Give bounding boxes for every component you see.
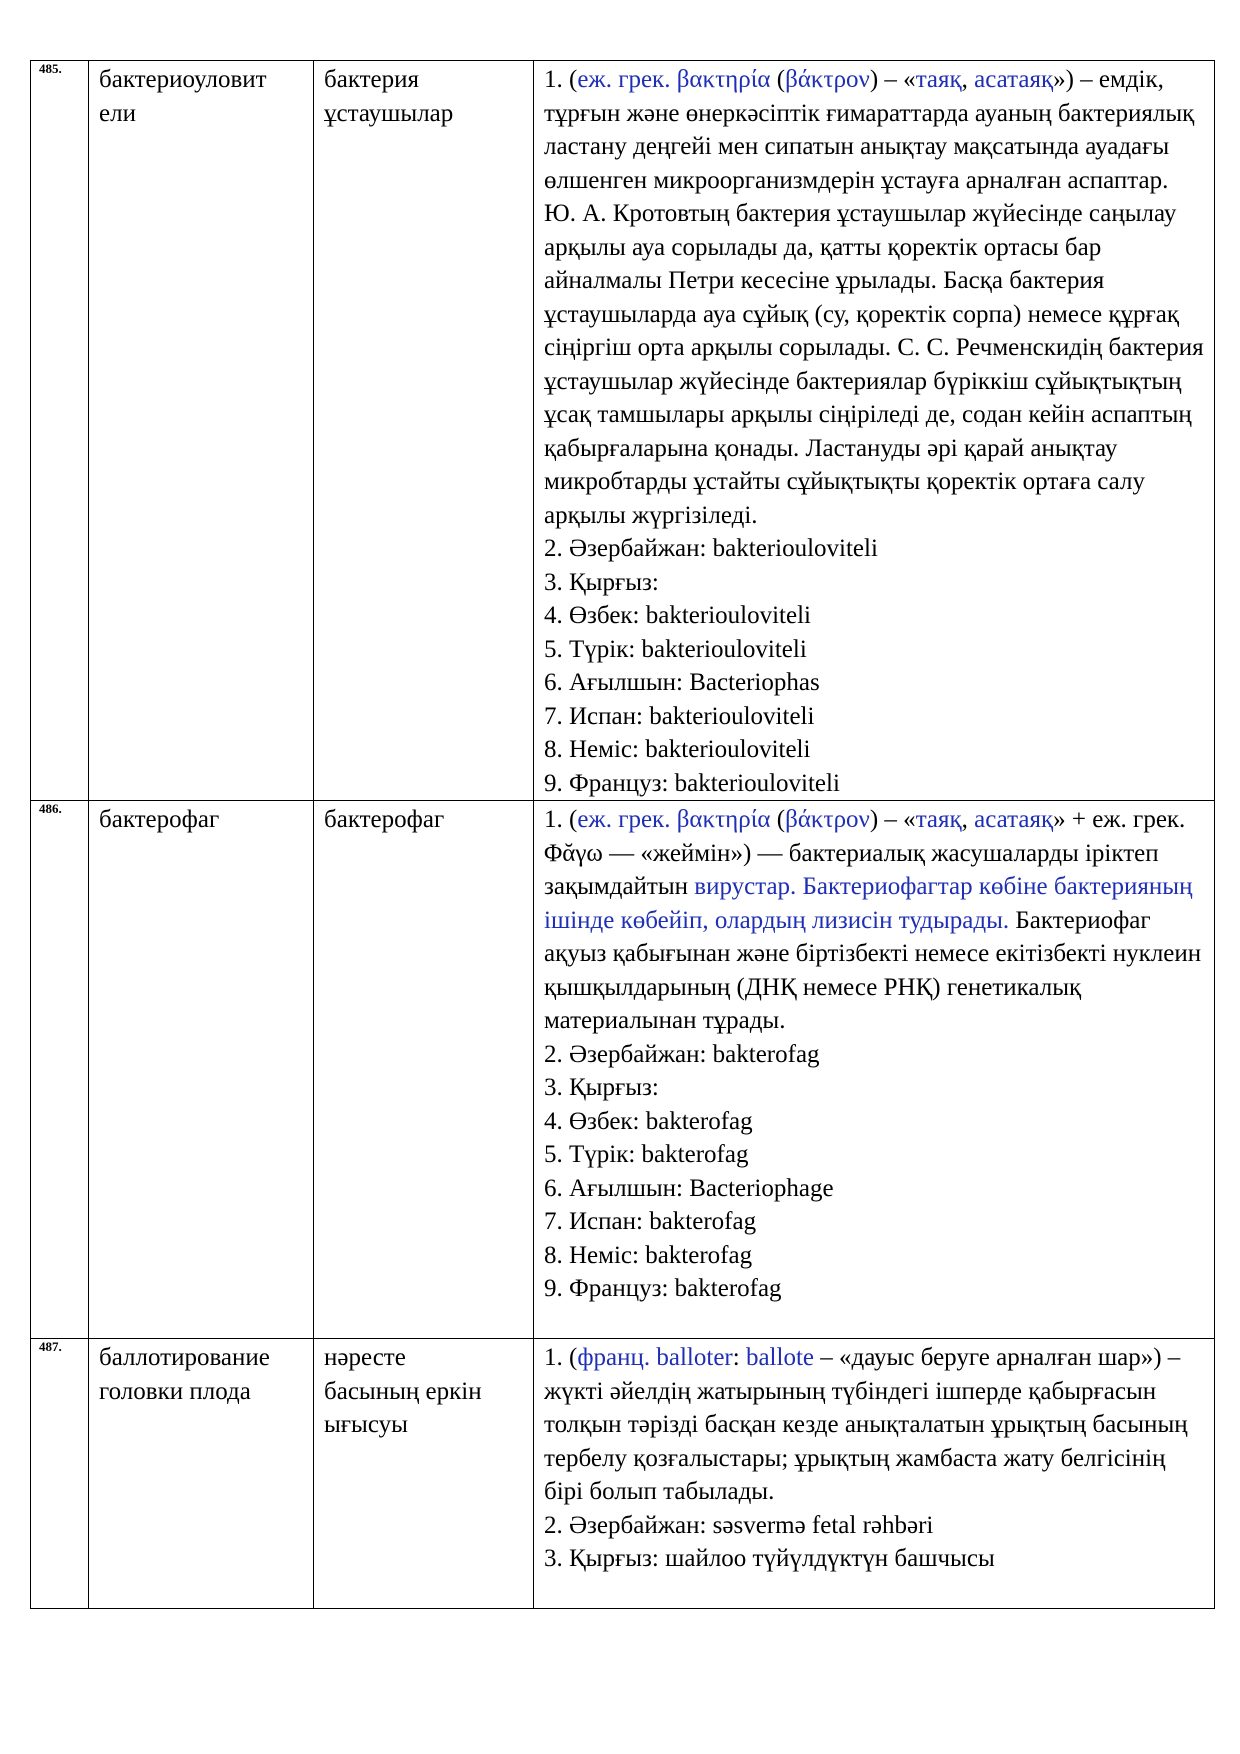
translation-line: 9. Француз: bakterioulovitelі [544,769,840,797]
translation-line: 7. Испан: bakterioulovitelі [544,702,815,730]
etymology-term: асатаяқ [974,66,1054,93]
russian-term-line: баллотирование [99,1344,270,1371]
kazakh-term-cell [314,61,534,801]
definition-body: ») – емдік, тұрғын және өнеркәсіптік ғимараттарда ауаның бактериялық ластану деңгейі мен сипатын анықтау мақсатында ауадағы өлшенген микроорганизмдерін ұстауға арналған аспаптар. Ю. А. Кротовтың бактерия ұстаушылар жүйесінде саңылау арқылы ауа сорылады да, қатты қоректік ортасы бар айналмалы Петри кесесіне ұрылады. Басқа бактерия ұстаушыларда ауа сұйық (су, қоректік сорпа) немесе құрғақ сіңіргіш орта арқылы сорылады. С. С. Речменскидің бактерия ұстаушылар жүйесінде бактериялар бүріккіш сұйықтықтың ұсақ тамшылары арқылы сіңіріледі де, содан кейін аспаптың қабырғаларына қонады. Ластануды әрі қарай анықтау микробтарды ұстайты сұйықтықты қоректік ортаға салу арқылы жүргізіледі. [544,66,1204,529]
definition-punct: : [732,1344,746,1371]
kazakh-term-line: басының еркін [324,1377,482,1405]
etymology-term: βάκτρον [785,806,870,833]
table-row [31,61,1215,801]
kazakh-term-cell [314,1339,534,1609]
kazakh-term-line: ұстаушылар [324,99,454,127]
entry-number-cell [31,1339,89,1609]
russian-term-cell [89,61,314,801]
translation-line: 2. Әзербайжан: bakterofag [544,1040,820,1068]
kazakh-term-line: бактерофаг [324,806,445,833]
definition-punct: ) – « [869,66,916,93]
definition-body: Бактериофаг ақуыз қабығынан және біртізбекті немесе екітізбекті нуклеин қышқылдарының (ДНҚ немесе РНҚ) генетикалық материалынан тұрады. [544,906,1202,1034]
translation-line: 2. Әзербайжан: səsvermə fetal rəhbəri [544,1511,934,1539]
etymology-term: таяқ [915,66,962,93]
definition-body: » + еж. грек. Φᾰγω — «жеймін») — бактериалық жасушаларды іріктеп зақымдайтын [544,806,1186,900]
definition-punct: ( [770,66,786,93]
definition-lead: 1. ( [544,1344,578,1371]
kazakh-term [314,1339,533,1442]
definition [534,801,1214,1306]
kazakh-term-line: нәресте [324,1344,406,1371]
translation-line: 6. Ағылшын: Bacteriophas [544,669,820,696]
table-row [31,801,1215,1339]
translation-line: 3. Қырғыз: шайлоо түйүлдүктүн башчысы [544,1545,995,1572]
definition-punct: ) – « [869,806,916,833]
translation-line: 4. Өзбек: bakterioulovitelі [544,602,811,629]
translation-line: 8. Неміс: bakterofag [544,1241,753,1269]
translation-line: 3. Қырғыз: [544,1074,659,1101]
definition-body: – «дауыс беруге арналған шар») – жүкті әйелдің жатырының түбіндегі ішперде қабырғасын толқын тәрізді басқан кезде анықталатын ұрықтың басының тербелу қозғалыстары; ұрықтың жамбаста жату белгісінің бірі болып табылады. [544,1344,1188,1505]
definition [534,61,1214,800]
definition-punct: , [961,806,975,833]
translation-line: 5. Түрік: bakterioulovitelі [544,635,807,663]
definition-text [544,66,1204,529]
russian-term-line: головки плода [99,1377,251,1405]
russian-term [89,61,313,130]
etymology-term: франц. balloter [577,1344,733,1371]
definition-text [544,806,1201,1034]
russian-term-line: бактерофаг [99,806,220,833]
translation-line: 4. Өзбек: bakterofag [544,1107,753,1135]
entry-number: 487. [39,1339,62,1354]
document-page [30,60,1214,1609]
definition-cell [534,801,1215,1339]
etymology-term: βάκτρον [785,66,870,93]
russian-term-cell [89,801,314,1339]
definition-cell [534,61,1215,801]
russian-term-cell [89,1339,314,1609]
kazakh-term-line: бактерия [324,66,420,93]
etymology-term: еж. грек. βακτηρία [577,66,771,93]
translation-line: 8. Неміс: bakterioulovitelі [544,736,811,763]
definition-punct: , [961,66,975,93]
etymology-term: ballote [745,1344,814,1371]
russian-term [89,801,313,837]
etymology-term: асатаяқ [974,806,1054,833]
entry-number: 485. [39,61,62,76]
translation-line: 5. Түрік: bakterofag [544,1141,749,1168]
table-row [31,1339,1215,1609]
russian-term-line: ели [99,99,136,127]
russian-term-line: бактериоуловит [99,66,267,93]
etymology-term: таяқ [915,806,962,833]
entry-number-cell [31,61,89,801]
translation-line: 2. Әзербайжан: bakterioulovitelі [544,535,878,562]
translation-line: 9. Француз: bakterofag [544,1275,782,1302]
definition-punct: ( [770,806,786,833]
entry-number: 486. [39,801,62,816]
kazakh-term [314,61,533,130]
definition-cell [534,1339,1215,1609]
translation-line: 6. Ағылшын: Bacteriophage [544,1174,834,1202]
kazakh-term [314,801,533,837]
etymology-term: еж. грек. βακτηρία [577,806,771,833]
russian-term [89,1339,313,1408]
kazakh-term-cell [314,801,534,1339]
definition [534,1339,1214,1576]
definition-lead: 1. ( [544,806,578,833]
definition-text [544,1344,1188,1505]
glossary-table [30,60,1215,1609]
definition-lead: 1. ( [544,66,578,93]
entry-number-cell [31,801,89,1339]
definition-highlight: вирустар. Бактериофагтар көбіне бактерияның ішінде көбейіп, олардың лизисін тудырады. [544,873,1193,934]
kazakh-term-line: ығысуы [324,1411,408,1438]
translation-line: 3. Қырғыз: [544,568,659,596]
translation-line: 7. Испан: bakterofag [544,1208,757,1235]
